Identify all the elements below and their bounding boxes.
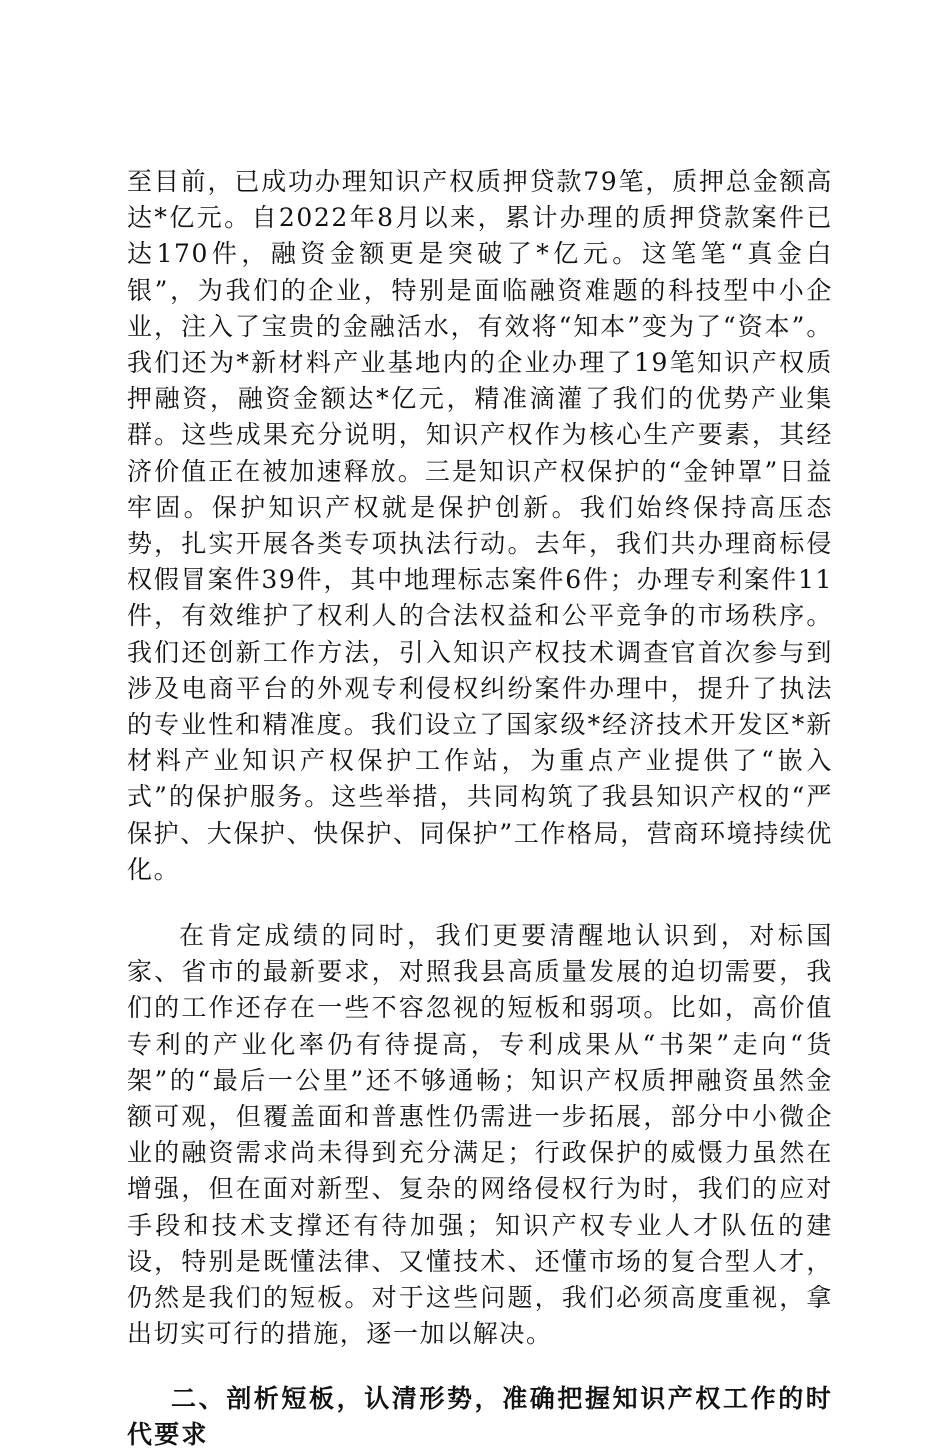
body-paragraph-1: 至目前，已成功办理知识产权质押贷款79笔，质押总金额高达*亿元。自2022年8月以来，累计办理的质押贷款案件已达170件，融资金额更是突破了*亿元。这笔笔“真金白银”，为我们的企业，特别是面临融资难题的科技型中小企业，注入了宝贵的金融活水，有效将“知本”变为了“资本”。我们还为*新材料产业基地内的企业办理了19笔知识产权质押融资，融资金额达*亿元，精准滴灌了我们的优势产业集群。这些成果充分说明，知识产权作为核心生产要素，其经济价值正在被加速释放。三是知识产权保护的“金钟罩”日益牢固。保护知识产权就是保护创新。我们始终保持高压态势，扎实开展各类专项执法行动。去年，我们共办理商标侵权假冒案件39件，其中地理标志案件6件；办理专利案件11件，有效维护了权利人的合法权益和公平竞争的市场秩序。我们还创新工作方法，引入知识产权技术调查官首次参与到涉及电商平台的外观专利侵权纠纷案件办理中，提升了执法的专业性和精准度。我们设立了国家级*经济技术开发区*新材料产业知识产权保护工作站，为重点产业提供了“嵌入式”的保护服务。这些举措，共同构筑了我县知识产权的“严保护、大保护、快保护、同保护”工作格局，营商环境持续优化。 <box>127 167 833 884</box>
section-heading: 二、剖析短板，认清形势，准确把握知识产权工作的时代要求 <box>127 1383 833 1449</box>
body-paragraph-2: 在肯定成绩的同时，我们更要清醒地认识到，对标国家、省市的最新要求，对照我县高质量发展的迫切需要，我们的工作还存在一些不容忽视的短板和弱项。比如，高价值专利的产业化率仍有待提高，专利成果从“书架”走向“货架”的“最后一公里”还不够通畅；知识产权质押融资虽然金额可观，但覆盖面和普惠性仍需进一步拓展，部分中小微企业的融资需求尚未得到充分满足；行政保护的威慑力虽然在增强，但在面对新型、复杂的网络侵权行为时，我们的应对手段和技术支撑还有待加强；知识产权专业人才队伍的建设，特别是既懂法律、又懂技术、还懂市场的复合型人才，仍然是我们的短板。对于这些问题，我们必须高度重视，拿出切实可行的措施，逐一加以解决。 <box>127 921 833 1349</box>
document-body <box>127 164 833 1453</box>
